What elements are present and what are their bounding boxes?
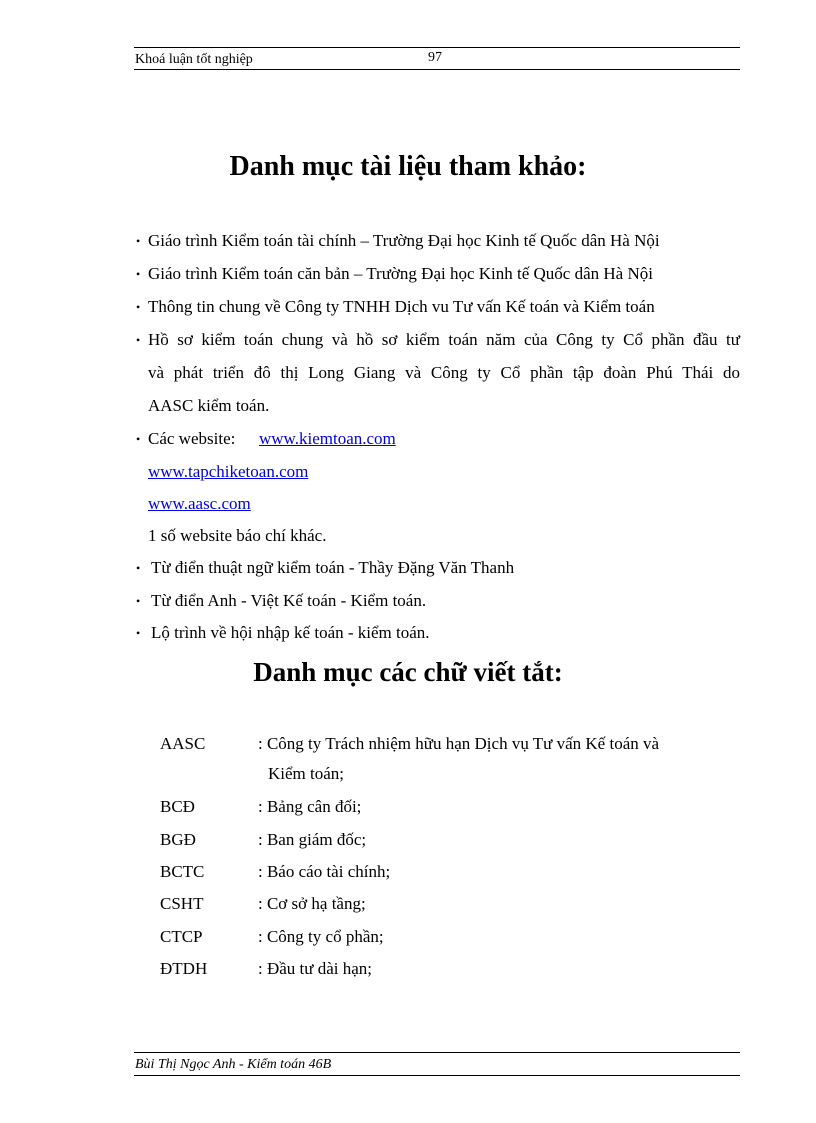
footer-bottom-rule [134, 1075, 740, 1076]
abbreviation-definition: : Báo cáo tài chính; [258, 862, 391, 881]
abbreviation-term: BGĐ [160, 830, 196, 849]
abbreviation-term: CTCP [160, 927, 203, 946]
bullet-icon: • [136, 300, 141, 314]
bullet-icon: • [136, 234, 141, 248]
bullet-icon: • [136, 267, 141, 281]
abbreviation-term: BCĐ [160, 797, 195, 816]
footer-top-rule [134, 1052, 740, 1053]
abbreviations-title: Danh mục các chữ viết tắt: [253, 657, 563, 687]
abbreviation-term: AASC [160, 734, 206, 753]
header-top-rule [134, 47, 740, 48]
header-bottom-rule [134, 69, 740, 70]
reference-item: Thông tin chung về Công ty TNHH Dịch vu Tư vấn Kế toán và Kiểm toán [148, 297, 655, 316]
websites-label: Các website: [148, 429, 236, 448]
reference-item-line: và phát triển đô thị Long Giang và Công ty Cổ phần tập đoàn Phú Thái do [148, 363, 740, 382]
bullet-icon: • [136, 333, 141, 347]
abbreviation-definition: : Công ty cổ phần; [258, 927, 384, 946]
page-number: 97 [428, 50, 442, 65]
websites-other: 1 số website báo chí khác. [148, 526, 327, 545]
reference-item: Giáo trình Kiểm toán tài chính – Trường Đại học Kinh tế Quốc dân Hà Nội [148, 231, 660, 250]
link-kiemtoan[interactable]: www.kiemtoan.com [259, 429, 396, 448]
abbreviation-definition: : Ban giám đốc; [258, 830, 367, 849]
abbreviation-term: BCTC [160, 862, 205, 881]
abbreviation-definition: : Đầu tư dài hạn; [258, 959, 373, 978]
link-tapchiketoan[interactable]: www.tapchiketoan.com [148, 462, 309, 481]
abbreviation-definition-continuation: Kiểm toán; [268, 764, 345, 783]
reference-item: Giáo trình Kiểm toán căn bản – Trường Đại học Kinh tế Quốc dân Hà Nội [148, 264, 653, 283]
link-aasc[interactable]: www.aasc.com [148, 494, 251, 513]
abbreviation-term: CSHT [160, 894, 204, 913]
bullet-icon: • [136, 594, 141, 608]
bullet-icon: • [136, 432, 141, 446]
reference-item: Từ điển thuật ngữ kiểm toán - Thầy Đặng Văn Thanh [151, 558, 515, 577]
bullet-icon: • [136, 626, 141, 640]
abbreviation-definition: : Công ty Trách nhiệm hữu hạn Dịch vụ Tư vấn Kế toán và [258, 734, 660, 753]
reference-item: Lộ trình về hội nhập kế toán - kiểm toán. [151, 623, 430, 642]
reference-item-line: AASC kiểm toán. [148, 396, 270, 415]
reference-item-line: Hồ sơ kiểm toán chung và hồ sơ kiểm toán năm của Công ty Cổ phần đầu tư [148, 330, 740, 349]
abbreviation-definition: : Bảng cân đối; [258, 797, 362, 816]
references-title: Danh mục tài liệu tham khảo: [229, 151, 587, 182]
abbreviation-definition: : Cơ sở hạ tầng; [258, 894, 366, 913]
header-title: Khoá luận tốt nghiệp [135, 52, 253, 67]
reference-item: Từ điển Anh - Việt Kế toán - Kiểm toán. [151, 591, 427, 610]
footer-author: Bùi Thị Ngọc Anh - Kiểm toán 46B [135, 1057, 332, 1072]
abbreviation-term: ĐTDH [160, 959, 208, 978]
bullet-icon: • [136, 561, 141, 575]
